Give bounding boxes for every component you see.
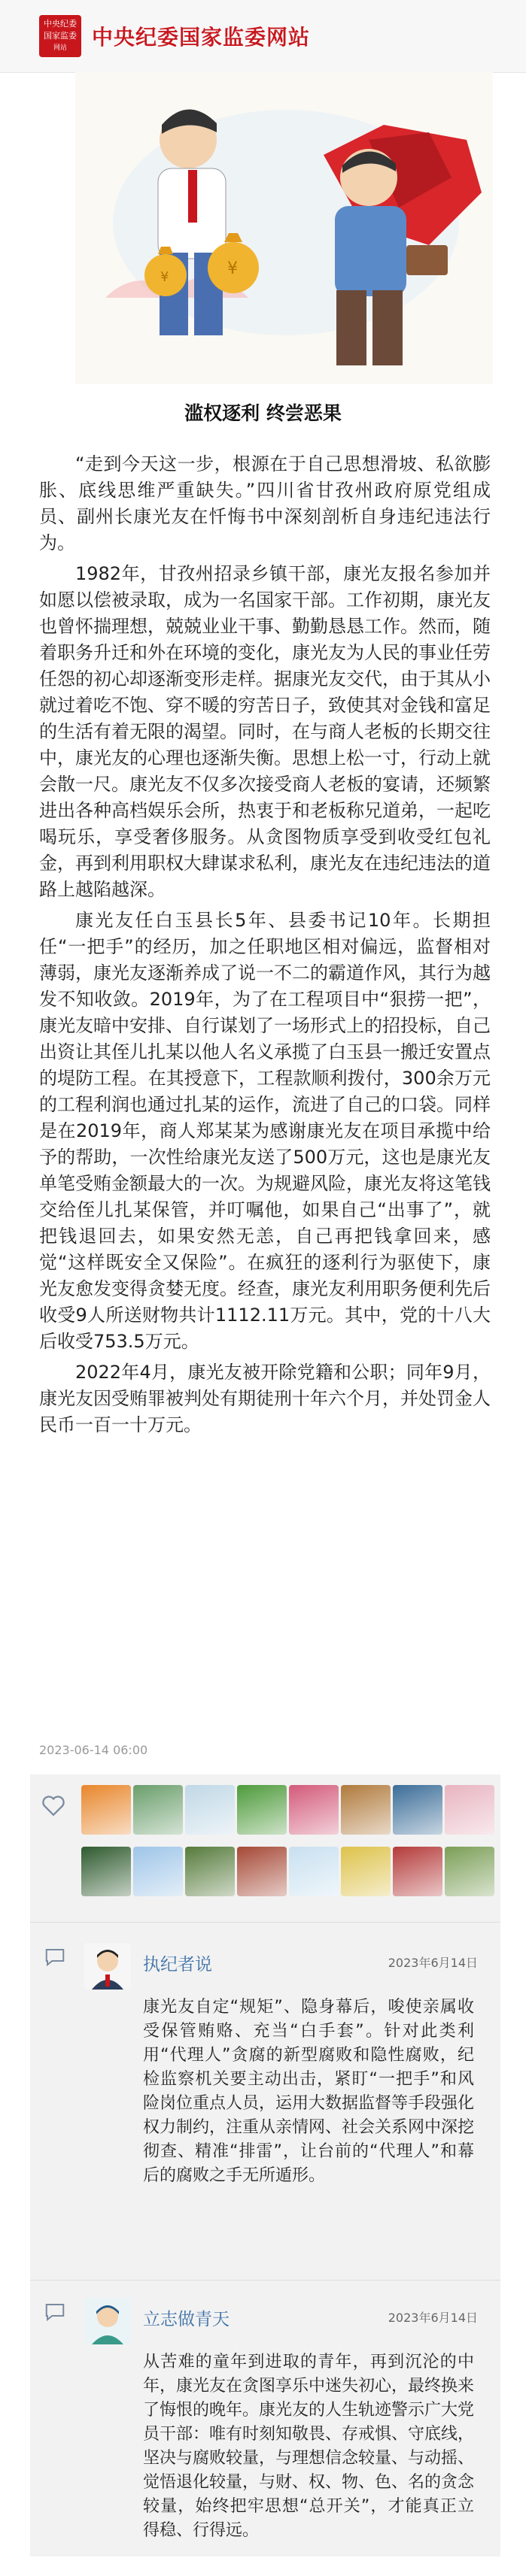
liker-avatar[interactable] xyxy=(81,1847,131,1896)
liker-avatar[interactable] xyxy=(185,1785,235,1835)
site-name[interactable]: 中央纪委国家监委网站 xyxy=(92,25,311,50)
avatar-illustration xyxy=(84,1943,131,1990)
liker-avatar[interactable] xyxy=(445,1847,494,1896)
comment-text: 从苦难的童年到进取的青年，再到沉沦的中年，康光友在贪图享乐中迷失初心，最终换来了悔恨的晚年。康光友的人生轨迹警示广大党员干部：唯有时刻知敬畏、存戒惧、守底线，坚决与腐败较量，与理想信念较量、与动摇、觉悟退化较量，与财、权、物、色、名的贪念较量，始终把牢思想“总开关”，才能真正立得稳、行得远。 xyxy=(143,2353,475,2540)
publish-time: 2023-06-14 06:00 xyxy=(39,1743,148,1757)
article-title: 滥权逐利 终尝恶果 xyxy=(184,402,342,424)
avatar-illustration xyxy=(84,2298,131,2344)
liker-avatar[interactable] xyxy=(289,1847,339,1896)
article-paragraph: 2022年4月，康光友被开除党籍和公职；同年9月，康光友因受贿罪被判处有期徒刑十年六个月，并处罚金人民币一百一十万元。 xyxy=(39,1362,491,1435)
liker-avatar[interactable] xyxy=(341,1847,391,1896)
comment-icon[interactable] xyxy=(44,1946,66,1968)
cartoon-illustration xyxy=(75,72,493,384)
liker-avatar[interactable] xyxy=(81,1785,131,1835)
liker-avatar[interactable] xyxy=(289,1785,339,1835)
comment-item xyxy=(30,2287,500,2550)
svg-text:¥: ¥ xyxy=(227,259,238,278)
divider xyxy=(30,2280,500,2281)
liker-avatar[interactable] xyxy=(393,1847,442,1896)
liker-avatar[interactable] xyxy=(393,1785,442,1835)
comment-item xyxy=(30,1932,500,2271)
divider xyxy=(30,1922,500,1923)
comment-date: 2023年6月14日 xyxy=(388,2311,478,2325)
liker-avatar[interactable] xyxy=(237,1847,287,1896)
liker-avatar[interactable] xyxy=(341,1785,391,1835)
liker-avatar[interactable] xyxy=(237,1785,287,1835)
article-body xyxy=(39,451,491,1443)
article-cartoon-image xyxy=(75,72,493,384)
avatar[interactable] xyxy=(84,2298,131,2344)
site-logo[interactable] xyxy=(39,15,81,57)
logo-text-line2: 国家监委 xyxy=(44,31,77,41)
likes-row xyxy=(30,1774,500,1917)
comment-icon[interactable] xyxy=(44,2301,66,2323)
comment-author[interactable]: 立志做青天 xyxy=(143,2310,230,2329)
logo-text-line3: 网站 xyxy=(53,44,67,52)
liker-avatar[interactable] xyxy=(185,1847,235,1896)
avatar[interactable] xyxy=(84,1943,131,1990)
comment-date: 2023年6月14日 xyxy=(388,1956,478,1970)
article-paragraph: “走到今天这一步，根源在于自己思想滑坡、私欲膨胀、底线思维严重缺失。”四川省甘孜州政府原党组成员、副州长康光友在忏悔书中深刻剖析自身违纪违法行为。 xyxy=(39,453,491,553)
site-header xyxy=(0,0,526,73)
comment-author[interactable]: 执纪者说 xyxy=(143,1955,212,1974)
liker-avatar[interactable] xyxy=(445,1785,494,1835)
article-paragraph: 1982年，甘孜州招录乡镇干部，康光友报名参加并如愿以偿被录取，成为一名国家干部。工作初期，康光友也曾怀揣理想，兢兢业业干事、勤勤恳恳工作。然而，随着职务升迁和外在环境的变化，康光友为人民的事业任劳任怨的初心却逐渐变形走样。据康光友交代，由于其从小就过着吃不饱、穿不暖的穷苦日子，致使其对金钱和富足的生活有着无限的渴望。同时，在与商人老板的长期交往中，康光友的心理也逐渐失衡。思想上松一寸，行动上就会散一尺。康光友不仅多次接受商人老板的宴请，还频繁进出各种高档娱乐会所，热衷于和老板称兄道弟，一起吃喝玩乐，享受奢侈服务。从贪图物质享受到收受红包礼金，再到利用职权大肆谋求私利，康光友在违纪违法的道路上越陷越深。 xyxy=(39,563,491,900)
logo-text-line1: 中央纪委 xyxy=(44,19,77,29)
liker-avatar[interactable] xyxy=(133,1785,183,1835)
article-paragraph: 康光友任白玉县长5年、县委书记10年。长期担任“一把手”的经历，加之任职地区相对偏远，监督相对薄弱，康光友逐渐养成了说一不二的霸道作风，其行为越发不知收敛。2019年，为了在工程项目中“狠捞一把”，康光友暗中安排、自行谋划了一场形式上的招投标，自己出资让其侄儿扎某以他人名义承揽了白玉县一搬迁安置点的堤防工程。在其授意下，工程款顺利拨付，300余万元的工程利润也通过扎某的运作，流进了自己的口袋。同样是在2019年，商人郑某某为感谢康光友在项目承揽中给予的帮助，一次性给康光友送了500万元，这也是康光友单笔受贿金额最大的一次。为规避风险，康光友将这笔钱交给侄儿扎某保管，并叮嘱他，如果自己“出事了”，就把钱退回去，如果安然无恙，自己再把钱拿回来，感觉“这样既安全又保险”。在疯狂的逐利行为驱使下，康光友愈发变得贪婪无度。经查，康光友利用职务便利先后收受9人所送财物共计1112.11万元。其中，党的十八大后收受753.5万元。 xyxy=(39,910,491,1352)
svg-text:¥: ¥ xyxy=(160,269,169,285)
interaction-panel xyxy=(30,1774,500,2556)
comment-text: 康光友自定“规矩”、隐身幕后，唆使亲属收受保管贿赂、充当“白手套”。针对此类利用“代理人”贪腐的新型腐败和隐性腐败，纪检监察机关要主动出击，紧盯“一把手”和风险岗位重点人员，运用大数据监督等手段强化权力制约，注重从亲情网、社会关系网中深挖彻查、精准“排雷”，让台前的“代理人”和幕后的腐败之手无所遁形。 xyxy=(143,1998,475,2185)
liker-avatar[interactable] xyxy=(133,1847,183,1896)
heart-icon[interactable] xyxy=(41,1793,66,1818)
